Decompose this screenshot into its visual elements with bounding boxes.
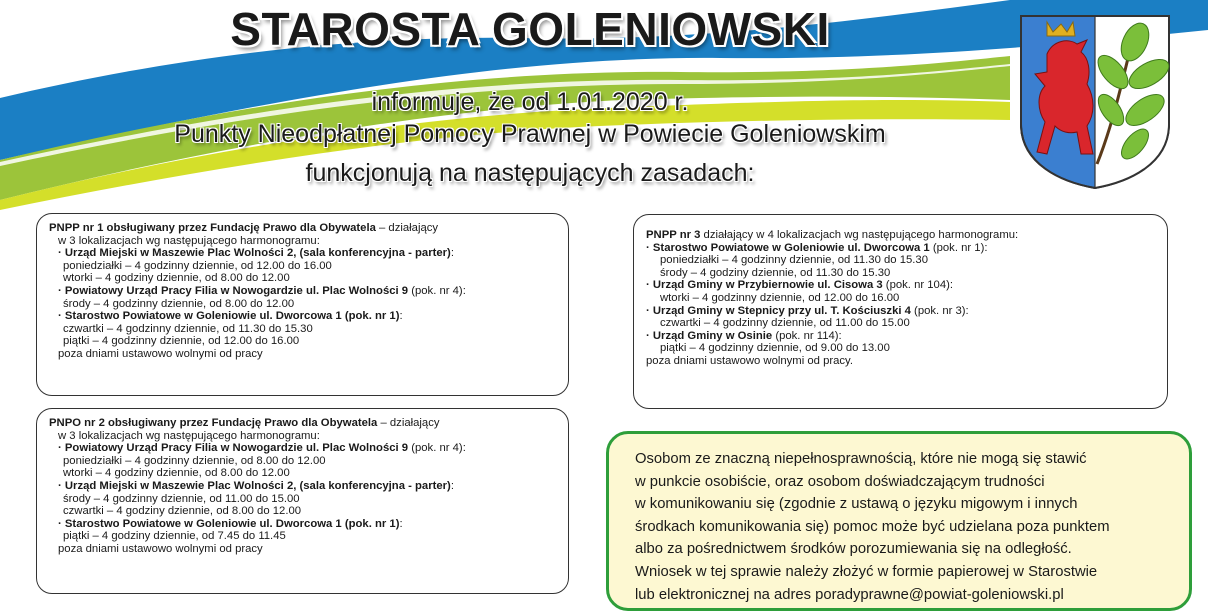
pnpp-1-schedule-box: PNPP nr 1 obsługiwany przez Fundację Prawo dla Obywatela – działający w 3 lokalizacjach wg następującego harmonogramu: · Urząd Miejski w Maszewie Plac Wolności 2, (sala konferencyjna - parter): poniedziałki – 4 godzinny dziennie, od 12.00 do 16.00 wtorki – 4 godziny dziennie, od 8.00 do 12.00 · Powiatowy Urząd Pracy Filia w Nowogardzie ul. Plac Wolności 9 (pok. nr 4): środy – 4 godzinny dziennie, od 8.00 do 12.00 · Starostwo Powiatowe w Goleniowie ul. Dworcowa 1 (pok. nr 1): czwartki – 4 godzinny dziennie, od 11.30 do 15.30 piątki – 4 godzinny dziennie, od 12.00 do 16.00 poza dniami ustawowo wolnymi od pracy [36, 213, 569, 396]
subtitle-line-2: Punkty Nieodpłatnej Pomocy Prawnej w Powiecie Goleniowskim [174, 120, 886, 148]
page-title: STAROSTA GOLENIOWSKI [230, 3, 830, 55]
pnpp-3-schedule-box: PNPP nr 3 działający w 4 lokalizacjach wg następującego harmonogramu: · Starostwo Powiatowe w Goleniowie ul. Dworcowa 1 (pok. nr 1): poniedziałki – 4 godzinny dziennie, od 11.30 do 15.30 środy – 4 godziny dziennie, od 11.30 do 15.30 · Urząd Gminy w Przybiernowie ul. Cisowa 3 (pok. nr 104): wtorki – 4 godzinny dziennie, od 12.00 do 16.00 · Urząd Gminy w Stepnicy przy ul. T. Kościuszki 4 (pok. nr 3): czwartki – 4 godzinny dziennie, od 11.00 do 15.00 · Urząd Gminy w Osinie (pok. nr 114): piątki – 4 godzinny dziennie, od 9.00 do 13.00 poza dniami ustawowo wolnymi od pracy. [633, 214, 1168, 409]
pnpo-2-schedule-box: PNPO nr 2 obsługiwany przez Fundację Prawo dla Obywatela – działający w 3 lokalizacjach wg następującego harmonogramu: · Powiatowy Urząd Pracy Filia w Nowogardzie ul. Plac Wolności 9 (pok. nr 4): poniedziałki – 4 godzinny dziennie, od 8.00 do 12.00 wtorki – 4 godziny dziennie, od 8.00 do 12.00 · Urząd Miejski w Maszewie Plac Wolności 2, (sala konferencyjna - parter): środy – 4 godzinny dziennie, od 11.00 do 15.00 czwartki – 4 godziny dziennie, od 8.00 do 12.00 · Starostwo Powiatowe w Goleniowie ul. Dworcowa 1 (pok. nr 1): piątki – 4 godziny dziennie, od 7.45 do 11.45 poza dniami ustawowo wolnymi od pracy [36, 408, 569, 594]
accessibility-note-box: Osobom ze znaczną niepełnosprawnością, które nie mogą się stawić w punkcie osobiście, oraz osobom doświadczającym trudności w komunikowaniu się (zgodnie z ustawą o języku migowym i innych środkach komunikowania się) pomoc może być udzielana poza punktem albo za pośrednictwem środków porozumiewania się na odległość. Wniosek w tej sprawie należy złożyć w formie papierowej w Starostwie lub elektronicznej na adres poradyprawne@powiat-goleniowski.pl [606, 431, 1192, 611]
subtitle-line-3: funkcjonują na następujących zasadach: [305, 159, 755, 187]
coat-of-arms-griffin-oak-icon [1017, 14, 1173, 190]
subtitle-line-1: informuje, że od 1.01.2020 r. [371, 88, 689, 116]
